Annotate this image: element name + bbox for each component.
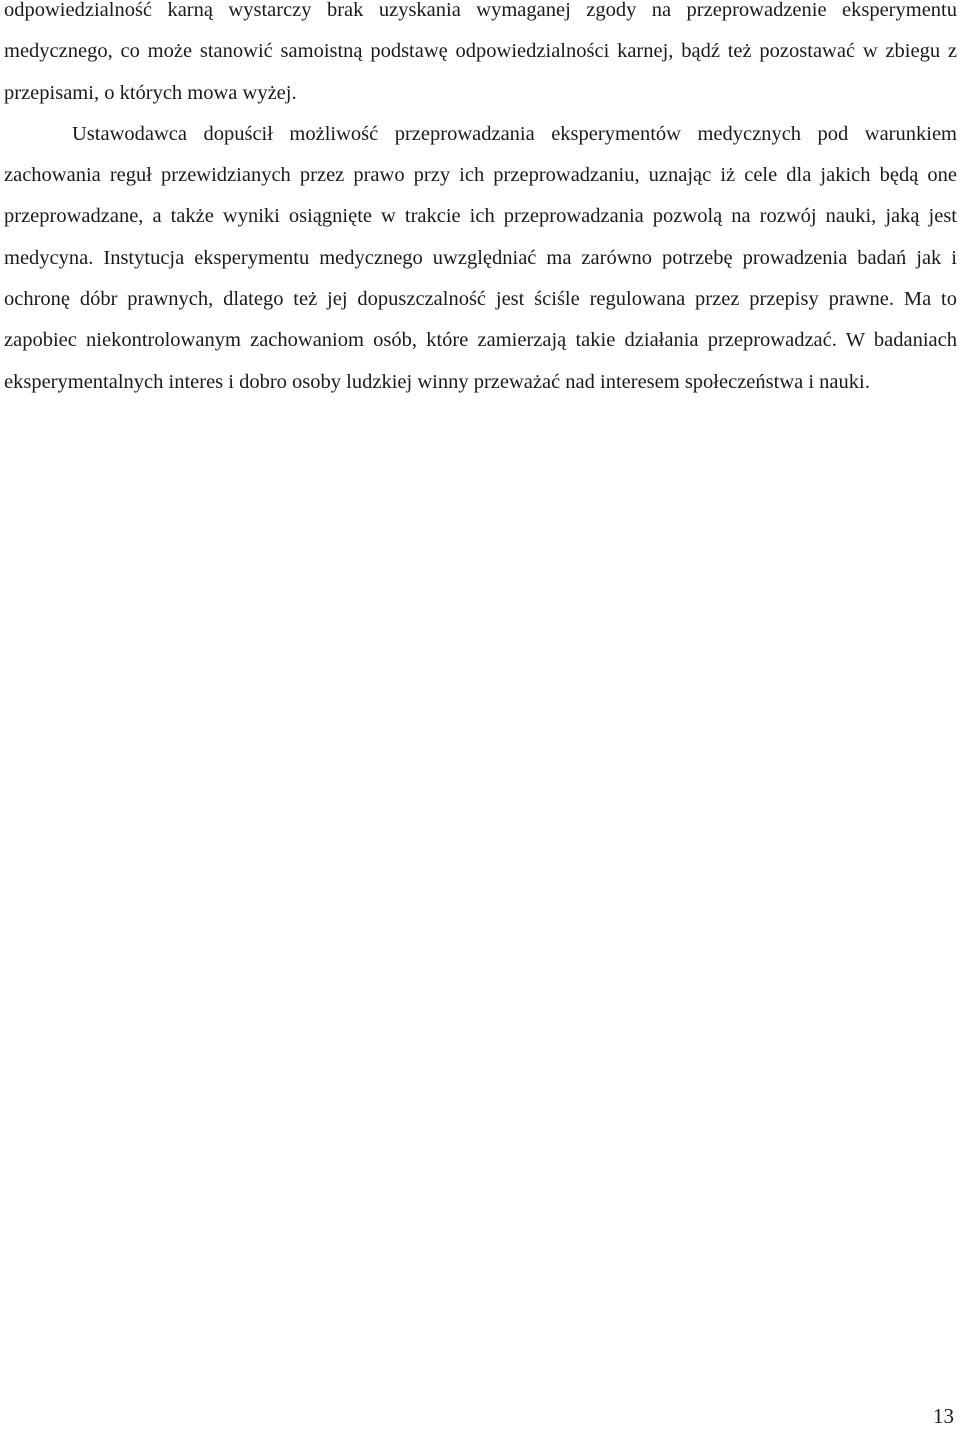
page-number: 13 xyxy=(933,1404,954,1428)
document-page xyxy=(4,0,957,403)
paragraph-main: Ustawodawca dopuścił możliwość przeprowadzania eksperymentów medycznych pod warunkiem zachowania reguł przewidzianych przez prawo przy ich przeprowadzaniu, uznając iż cele dla jakich będą one przeprowadzane, a także wyniki osiągnięte w trakcie ich przeprowadzania pozwolą na rozwój nauki, jaką jest medycyna. Instytucja eksperymentu medycznego uwzględniać ma zarówno potrzebę prowadzenia badań jak i ochronę dóbr prawnych, dlatego też jej dopuszczalność jest ściśle regulowana przez przepisy prawne. Ma to zapobiec niekontrolowanym zachowaniom osób, które zamierzają takie działania przeprowadzać. W badaniach eksperymentalnych interes i dobro osoby ludzkiej winny przeważać nad interesem społeczeństwa i nauki. xyxy=(4,122,957,393)
paragraph-continuation: odpowiedzialność karną wystarczy brak uzyskania wymaganej zgody na przeprowadzenie eksperymentu medycznego, co może stanowić samoistną podstawę odpowiedzialności karnej, bądź też pozostawać w zbiegu z przepisami, o których mowa wyżej. xyxy=(4,0,957,104)
